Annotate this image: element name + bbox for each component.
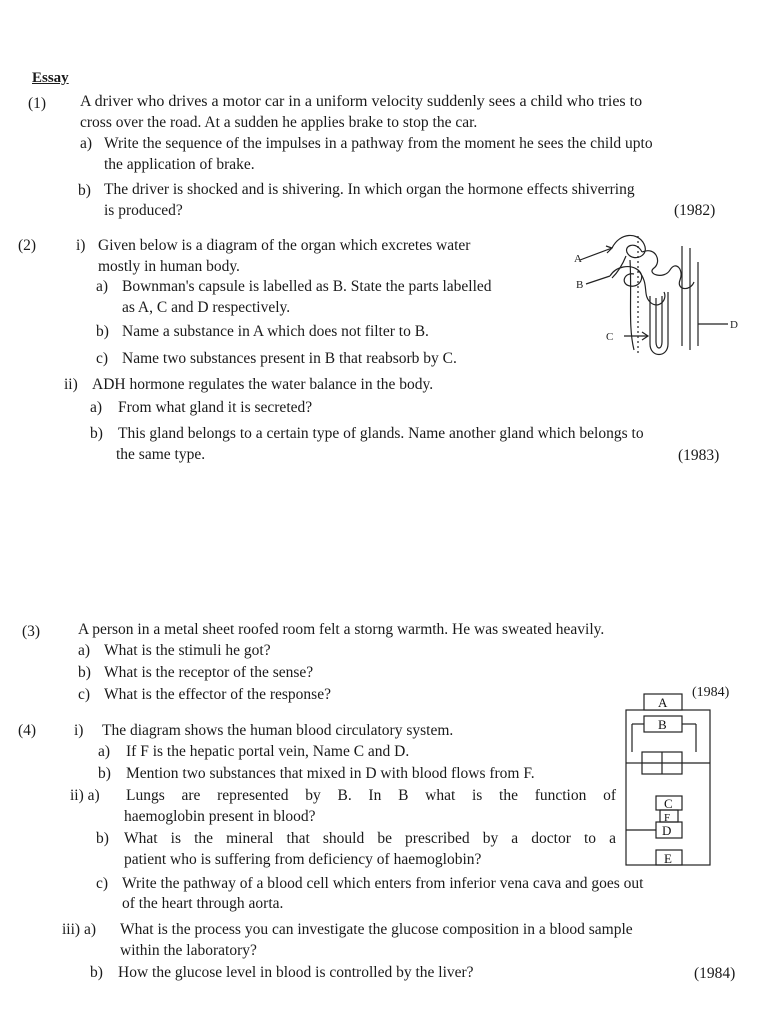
nephron-label-d: D [730, 319, 738, 331]
q2-iia-line1: From what gland it is secreted? [118, 399, 313, 416]
q4-ii-line1: Lungs are represented by B. In B what is the function of [126, 787, 616, 804]
q2-c-marker: c) [96, 350, 109, 367]
q2-iib-line1: This gland belongs to a certain type of glands. Name another gland which belongs to [118, 425, 644, 442]
q2-i-line1: Given below is a diagram of the organ which excretes water [98, 237, 471, 254]
q3-b-line1: What is the receptor of the sense? [104, 664, 314, 681]
q4-iib-marker: b) [96, 830, 109, 847]
q1-number: (1) [28, 95, 47, 112]
q2-iib-line2: the same type. [116, 446, 206, 463]
q2-ii-line1: ADH hormone regulates the water balance in the body. [92, 376, 434, 393]
q4-ii-line2: haemoglobin present in blood? [124, 808, 316, 825]
q4-iic-line1: Write the pathway of a blood cell which enters from inferior vena cava and goes out [122, 875, 644, 892]
q2-i-marker: i) [76, 237, 86, 254]
q2-c-line1: Name two substances present in B that reabsorb by C. [122, 350, 457, 367]
q4-ii-marker: ii) a) [70, 787, 100, 804]
q1-a-marker: a) [80, 135, 93, 152]
q4-a-line1: If F is the hepatic portal vein, Name C and D. [126, 743, 410, 760]
circulatory-diagram [620, 690, 724, 870]
q4-iiib-marker: b) [90, 964, 103, 981]
q2-iia-marker: a) [90, 399, 103, 416]
nephron-label-c: C [606, 331, 614, 343]
q2-a-marker: a) [96, 278, 109, 295]
q4-i-line1: The diagram shows the human blood circulatory system. [102, 722, 454, 739]
q1-year: (1982) [674, 202, 716, 219]
q4-iib-line1: What is the mineral that should be prescribed by a doctor to a [124, 830, 616, 847]
q3-a-line1: What is the stimuli he got? [104, 642, 271, 659]
circ-label-f: F [664, 812, 671, 824]
q2-iib-marker: b) [90, 425, 103, 442]
q3-c-line1: What is the effector of the response? [104, 686, 331, 703]
circ-label-a: A [658, 695, 668, 710]
q2-year: (1983) [678, 447, 720, 464]
q4-iib-line2: patient who is suffering from deficiency of haemoglobin? [124, 851, 482, 868]
q1-a-line2: the application of brake. [104, 156, 255, 173]
q4-number: (4) [18, 722, 37, 739]
nephron-label-a: A [574, 253, 582, 265]
q2-a-line1: Bownman's capsule is labelled as B. State the parts labelled [122, 278, 492, 295]
q3-stem-line1: A person in a metal sheet roofed room felt a storng warmth. He was sweated heavily. [78, 621, 605, 638]
q2-ii-marker: ii) [64, 376, 78, 393]
q4-i-marker: i) [74, 722, 84, 739]
q1-b-line2: is produced? [104, 202, 183, 219]
section-heading: Essay [32, 70, 69, 86]
q3-number: (3) [22, 623, 41, 640]
q4-b-marker: b) [98, 765, 111, 782]
q4-iic-marker: c) [96, 875, 109, 892]
q2-b-line1: Name a substance in A which does not filter to B. [122, 323, 429, 340]
q1-stem-line2: cross over the road. At a sudden he applies brake to stop the car. [80, 114, 478, 131]
nephron-diagram [572, 226, 742, 366]
q4-a-marker: a) [98, 743, 111, 760]
q3-a-marker: a) [78, 642, 91, 659]
q2-number: (2) [18, 237, 37, 254]
q2-b-marker: b) [96, 323, 109, 340]
q2-a-line2: as A, C and D respectively. [122, 299, 291, 316]
q4-iic-line2: of the heart through aorta. [122, 895, 284, 912]
q3-c-marker: c) [78, 686, 91, 703]
q1-b-marker: b) [78, 182, 91, 199]
q1-stem-line1: A driver who drives a motor car in a uniform velocity suddenly sees a child who tries to [80, 93, 643, 110]
q4-year: (1984) [694, 965, 736, 982]
q4-iii-line2: within the laboratory? [120, 942, 257, 959]
q1-a-line1: Write the sequence of the impulses in a pathway from the moment he sees the child upto [104, 135, 653, 152]
q4-iii-marker: iii) a) [62, 921, 96, 938]
circ-label-b: B [658, 717, 667, 732]
circ-label-c: C [664, 796, 673, 811]
q4-iii-line1: What is the process you can investigate the glucose composition in a blood sample [120, 921, 633, 938]
q4-iiib-line1: How the glucose level in blood is controlled by the liver? [118, 964, 474, 981]
nephron-label-b: B [576, 279, 584, 291]
q4-b-line1: Mention two substances that mixed in D with blood flows from F. [126, 765, 535, 782]
q3-b-marker: b) [78, 664, 91, 681]
q1-b-line1: The driver is shocked and is shivering. In which organ the hormone effects shiverring [104, 181, 635, 198]
q2-i-line2: mostly in human body. [98, 258, 240, 275]
circ-label-e: E [664, 851, 672, 866]
q3-year: (1984) [692, 685, 730, 700]
circ-label-d: D [662, 823, 672, 838]
